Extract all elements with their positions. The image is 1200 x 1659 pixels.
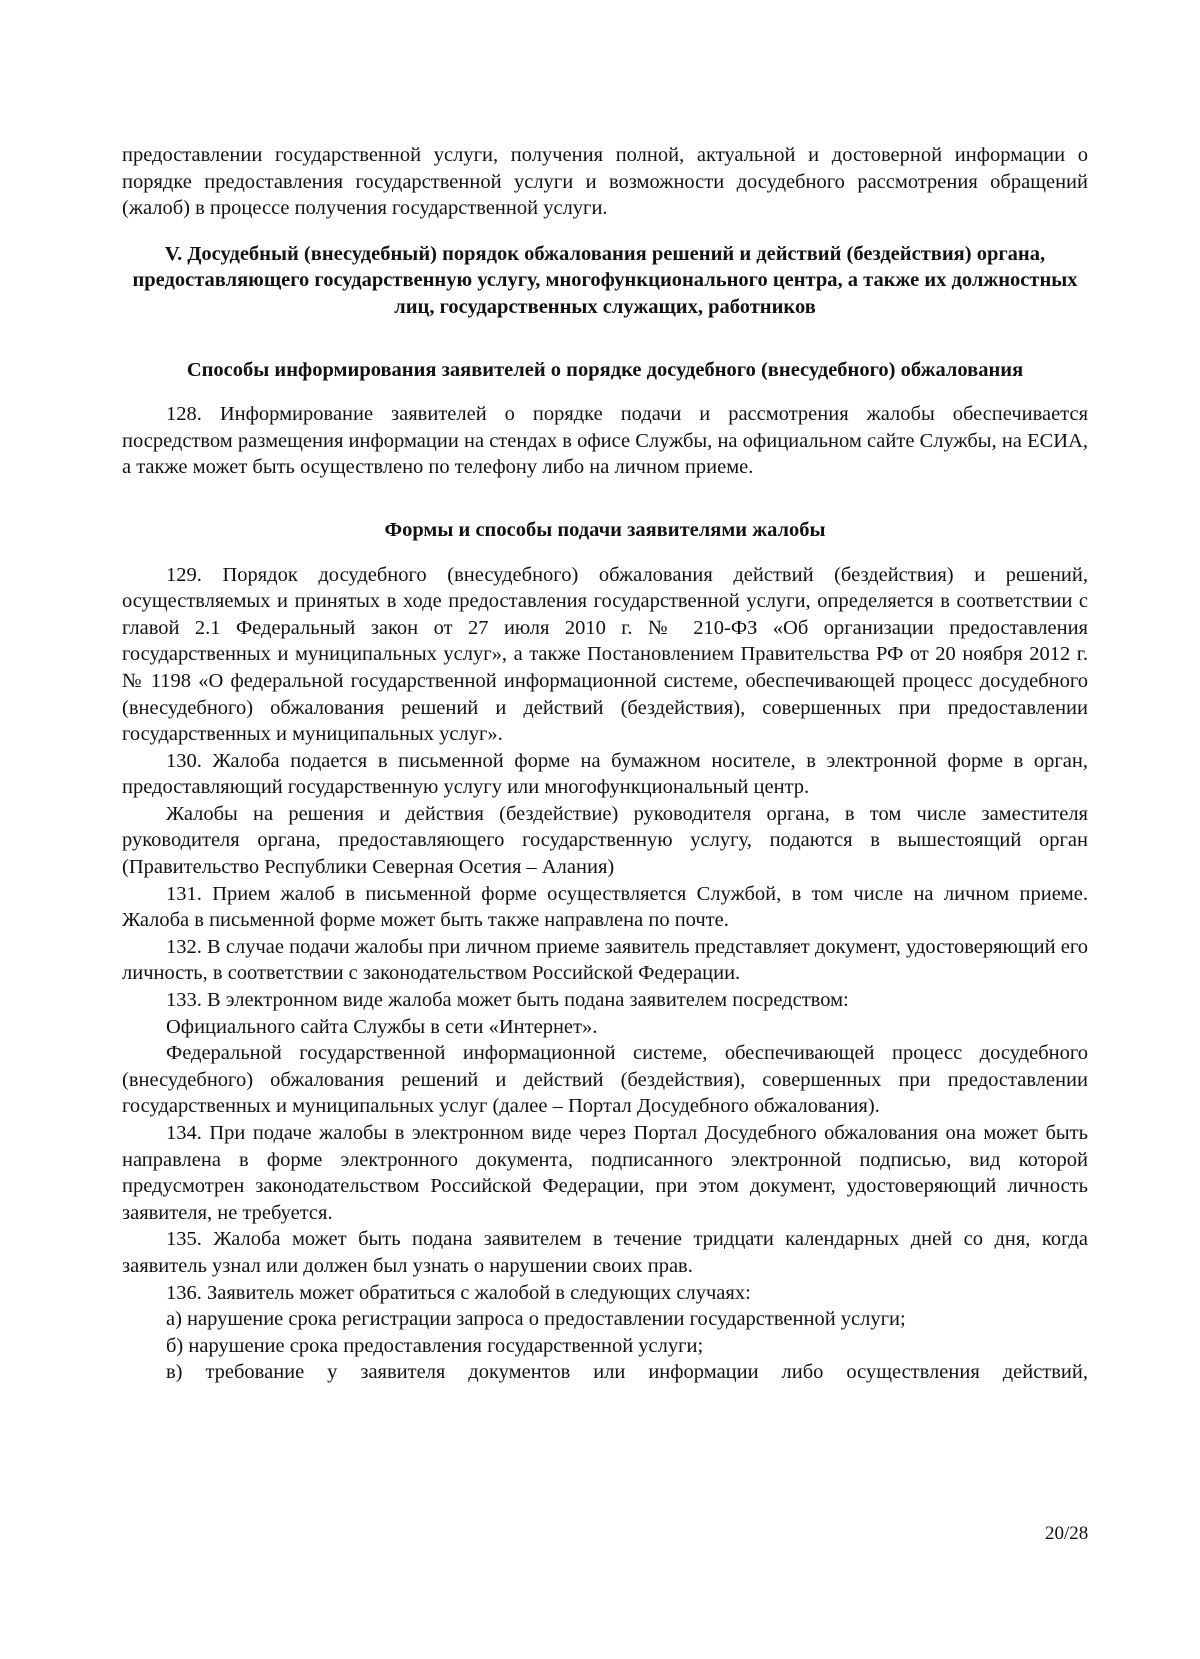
- paragraph-136: 136. Заявитель может обратиться с жалобой в следующих случаях:: [166, 1281, 751, 1304]
- paragraph-128: 128. Информирование заявителей о порядке подачи и рассмотрения жалобы обеспечивается посредством размещения информации на стендах в офисе Службы, на официальном сайте Службы, на ЕСИА, а также может быть осуществлено по телефону либо на личном приеме.: [122, 403, 1088, 479]
- section-title: V. Досудебный (внесудебный) порядок обжалования решений и действий (бездействия) органа, предоставляющего государственную услугу, многофункционального центра, а также их должностных лиц, государственных служащих, работников: [132, 242, 1078, 318]
- page-number: 20/28: [1045, 1523, 1089, 1544]
- paragraph-132: 132. В случае подачи жалобы при личном приеме заявитель представляет документ, удостоверяющий его личность, в соответствии с законодательством Российской Федерации.: [122, 935, 1088, 985]
- paragraph-133-federal-system: Федеральной государственной информационной системе, обеспечивающей процесс досудебного (внесудебного) обжалования решений и действий (бездействия), совершенных при предоставлении государственных и муниципальных услуг (далее – Портал Досудебного обжалования).: [122, 1042, 1088, 1118]
- list-item-136-b: б) нарушение срока предоставления государственной услуги;: [166, 1334, 704, 1357]
- subheading-informing: Способы информирования заявителей о порядке досудебного (внесудебного) обжалования: [186, 358, 1024, 381]
- subheading-forms: Формы и способы подачи заявителями жалобы: [384, 518, 826, 541]
- paragraph-130: 130. Жалоба подается в письменной форме на бумажном носителе, в электронной форме в орган, предоставляющий государственную услугу или многофункциональный центр.: [122, 749, 1088, 799]
- document-body: [122, 142, 1088, 1386]
- paragraph-134: 134. При подаче жалобы в электронном виде через Портал Досудебного обжалования она может быть направлена в форме электронного документа, подписанного электронной подписью, вид которой предусмотрен законодательством Российской Федерации, при этом документ, удостоверяющий личность заявителя, не требуется.: [122, 1122, 1088, 1224]
- paragraph-130-complaints: Жалобы на решения и действия (бездействие) руководителя органа, в том числе заместителя руководителя органа, предоставляющего государственную услугу, подаются в вышестоящий орган (Правительство Республики Северная Осетия – Алания): [122, 802, 1088, 879]
- paragraph-135: 135. Жалоба может быть подана заявителем в течение тридцати календарных дней со дня, когда заявитель узнал или должен был узнать о нарушении своих прав.: [122, 1228, 1088, 1277]
- list-item-136-c: в) требование у заявителя документов или информации либо осуществления действий,: [166, 1361, 1088, 1384]
- paragraph-133: 133. В электронном виде жалоба может быть подана заявителем посредством:: [166, 989, 849, 1012]
- list-item-136-a: а) нарушение срока регистрации запроса о предоставлении государственной услуги;: [166, 1308, 906, 1331]
- intro-paragraph: предоставлении государственной услуги, получения полной, актуальной и достоверной информации о порядке предоставления государственной услуги и возможности досудебного рассмотрения обращений (жалоб) в процессе получения государственной услуги.: [122, 144, 1088, 220]
- paragraph-129: 129. Порядок досудебного (внесудебного) обжалования действий (бездействия) и решений, осуществляемых и принятых в ходе предоставления государственной услуги, определяется в соответствии с главой 2.1 Федеральный закон от 27 июля 2010 г. № 210-ФЗ «Об организации предоставления государственных и муниципальных услуг», а также Постановлением Правительства РФ от 20 ноября 2012 г. № 1198 «О федеральной государственной информационной системе, обеспечивающей процесс досудебного (внесудебного) обжалования решений и действий (бездействия), совершенных при предоставлении государственных и муниципальных услуг».: [122, 563, 1088, 746]
- paragraph-131: 131. Прием жалоб в письменной форме осуществляется Службой, в том числе на личном приеме. Жалоба в письменной форме может быть также направлена по почте.: [122, 882, 1088, 932]
- paragraph-133-official-site: Официального сайта Службы в сети «Интернет».: [166, 1015, 598, 1038]
